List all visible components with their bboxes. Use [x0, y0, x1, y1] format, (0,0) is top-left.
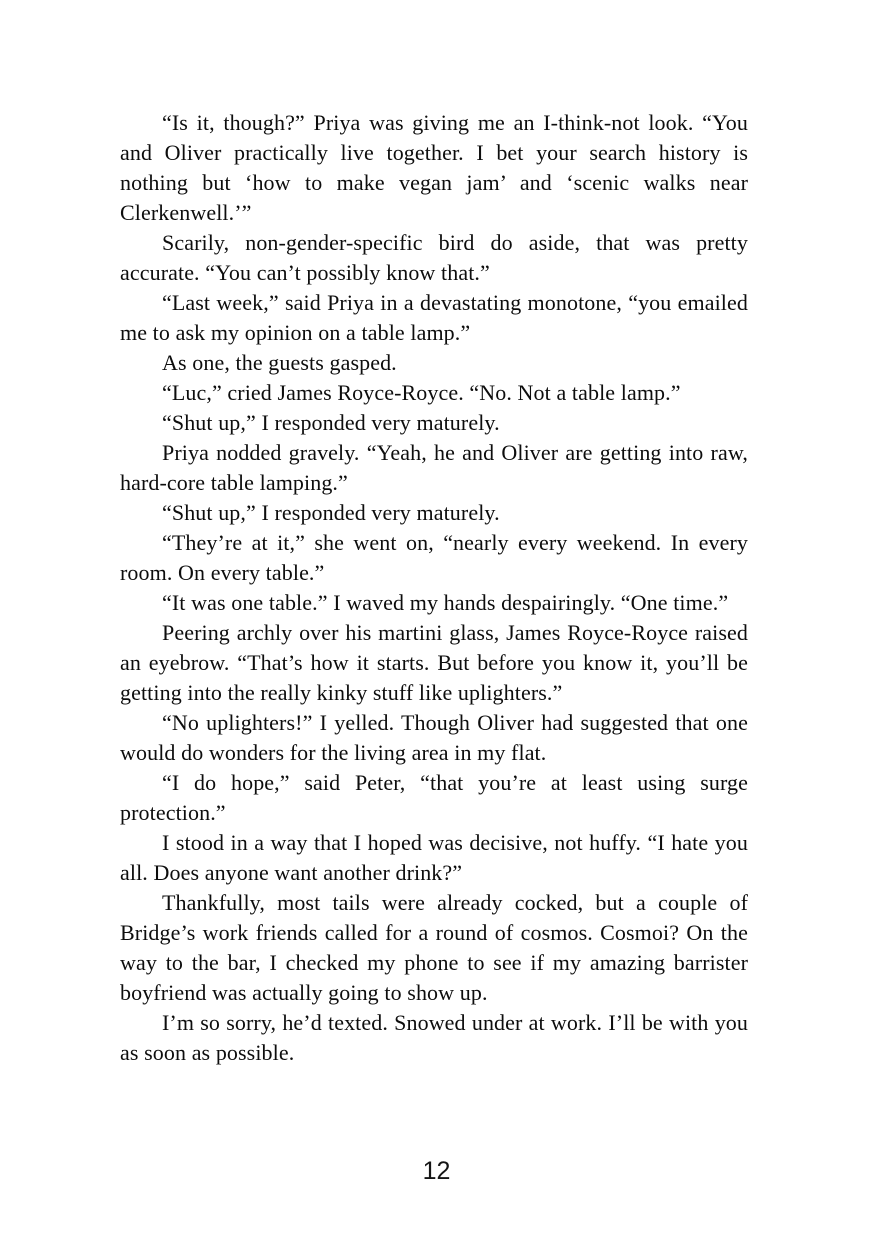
paragraph: “Is it, though?” Priya was giving me an I-think-not look. “You and Oliver practically live together. I bet your search history is nothing but ‘how to make vegan jam’ and ‘scenic walks near Clerkenwell.’” [120, 110, 748, 225]
paragraph: “Shut up,” I responded very maturely. [162, 500, 500, 525]
paragraph: I stood in a way that I hoped was decisive, not huffy. “I hate you all. Does anyone want another drink?” [120, 830, 748, 885]
paragraph: I’m so sorry, he’d texted. Snowed under at work. I’ll be with you as soon as possible. [120, 1010, 748, 1065]
paragraph: “Last week,” said Priya in a devastating monotone, “you emailed me to ask my opinion on a table lamp.” [120, 290, 748, 345]
paragraph: “Luc,” cried James Royce-Royce. “No. Not a table lamp.” [162, 380, 681, 405]
book-page-text [120, 108, 748, 1068]
paragraph: “I do hope,” said Peter, “that you’re at least using surge protection.” [120, 770, 748, 825]
paragraph: Thankfully, most tails were already cocked, but a couple of Bridge’s work friends called for a round of cosmos. Cosmoi? On the way to the bar, I checked my phone to see if my amazing barrister boyfriend was actually going to show up. [120, 890, 748, 1005]
paragraph: “Shut up,” I responded very maturely. [162, 410, 500, 435]
paragraph: Priya nodded gravely. “Yeah, he and Oliver are getting into raw, hard-core table lamping.” [120, 440, 748, 495]
paragraph: Peering archly over his martini glass, James Royce-Royce raised an eyebrow. “That’s how it starts. But before you know it, you’ll be getting into the really kinky stuff like uplighters.” [120, 620, 748, 705]
paragraph: “They’re at it,” she went on, “nearly every weekend. In every room. On every table.” [120, 530, 748, 585]
page-number: 12 [422, 1157, 451, 1185]
paragraph: “It was one table.” I waved my hands despairingly. “One time.” [162, 590, 729, 615]
paragraph: “No uplighters!” I yelled. Though Oliver had suggested that one would do wonders for the living area in my flat. [120, 710, 748, 765]
paragraph: Scarily, non-gender-specific bird do aside, that was pretty accurate. “You can’t possibly know that.” [120, 230, 748, 285]
paragraph: As one, the guests gasped. [162, 350, 397, 375]
